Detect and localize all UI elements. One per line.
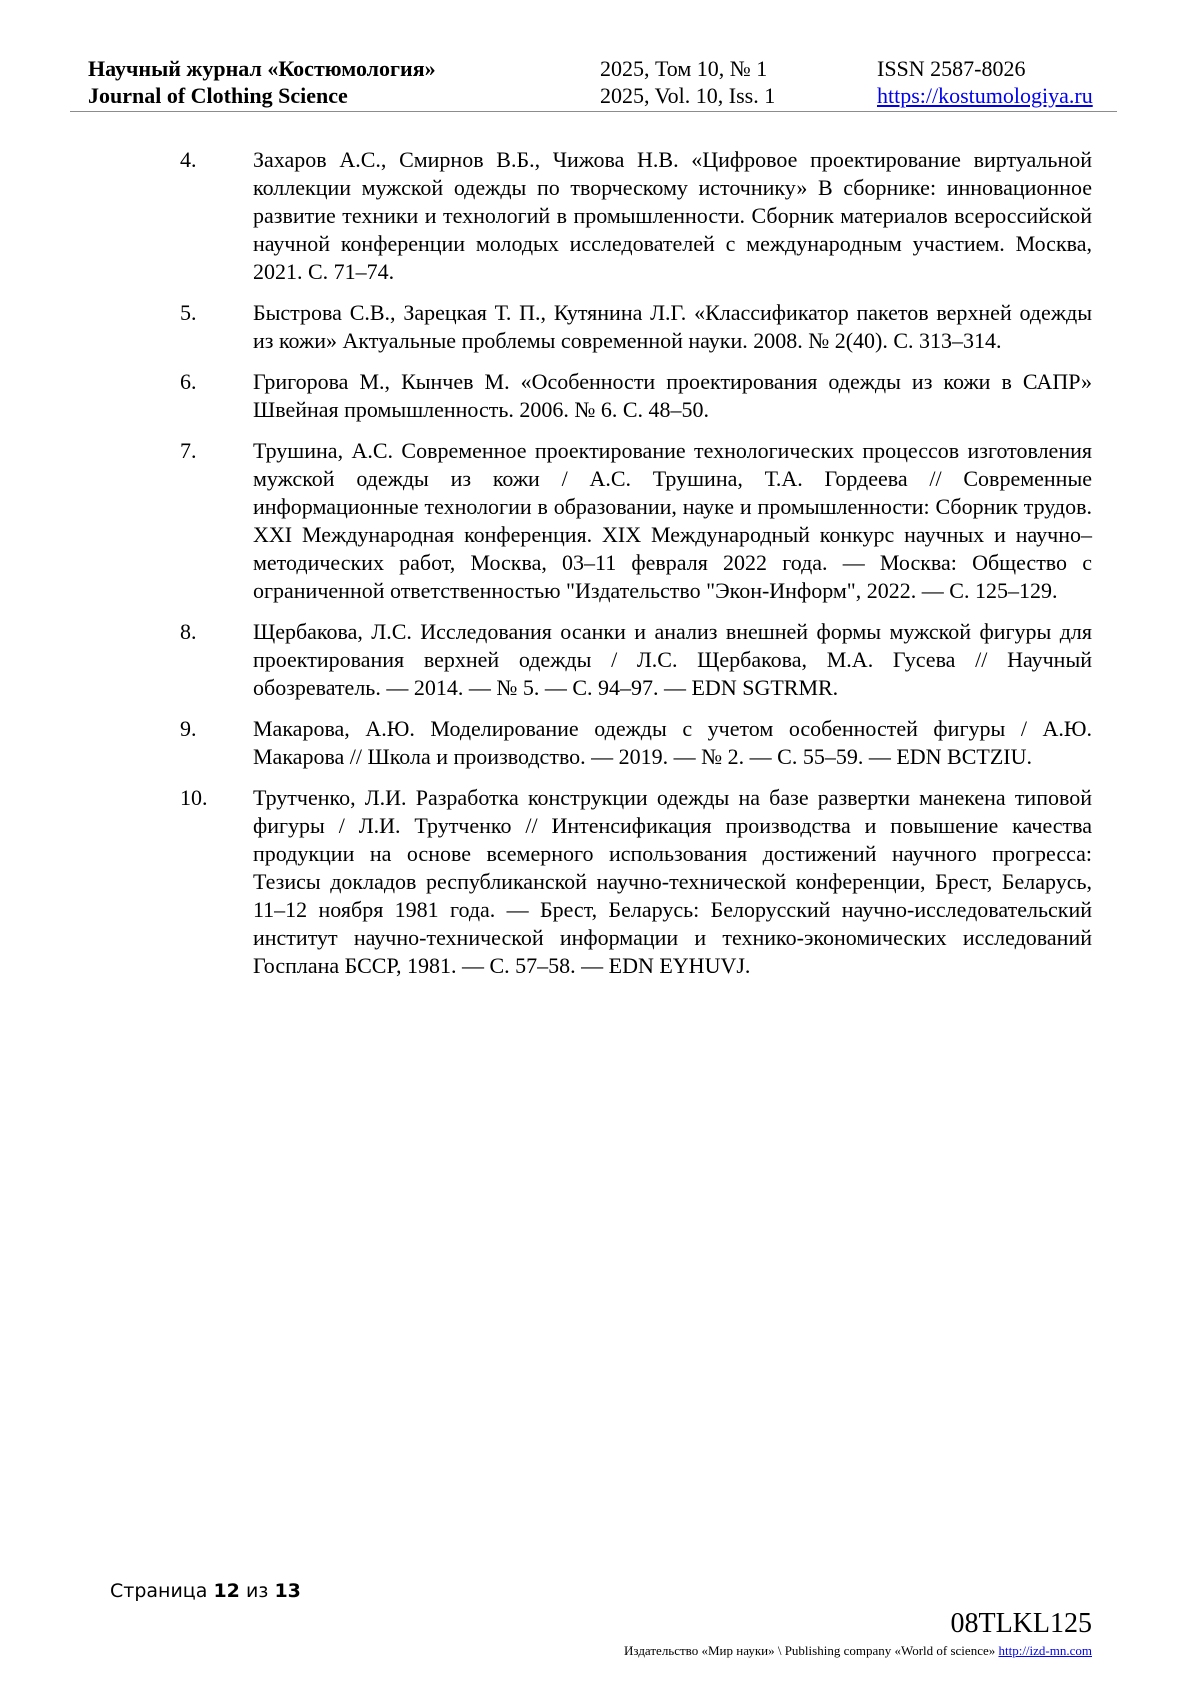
reference-number: 7. xyxy=(180,438,197,463)
reference-item xyxy=(180,368,1092,424)
header-divider xyxy=(70,111,1117,112)
reference-text: Трутченко, Л.И. Разработка конструкции одежды на базе развертки манекена типовой фигуры / Л.И. Трутченко // Интенсификация производства и повышение качества продукции на основе всемерного использования достижений научного прогресса: Тезисы докладов республиканской научно-технической конференции, Брест, Беларусь, 11–12 ноября 1981 года. — Брест, Беларусь: Белорусский научно-исследовательский институт научно-технической информации и технико-экономических исследований Госплана БССР, 1981. — С. 57–58. — EDN EYHUVJ. xyxy=(253,785,1092,978)
issn: ISSN 2587-8026 xyxy=(877,56,1026,81)
issue-info-block xyxy=(600,55,775,109)
reference-item xyxy=(180,146,1092,286)
issue-info-en: 2025, Vol. 10, Iss. 1 xyxy=(600,83,776,108)
reference-item xyxy=(180,618,1092,702)
page-label: Страница xyxy=(110,1580,208,1602)
page-total: 13 xyxy=(274,1580,301,1602)
reference-text: Быстрова С.В., Зарецкая Т. П., Кутянина Л.Г. «Классификатор пакетов верхней одежды из кожи» Актуальные проблемы современной науки. 2008. № 2(40). С. 313–314. xyxy=(253,300,1092,353)
reference-number: 8. xyxy=(180,619,197,644)
reference-number: 9. xyxy=(180,716,197,741)
journal-website-link[interactable]: https://kostumologiya.ru xyxy=(877,83,1093,108)
reference-item xyxy=(180,715,1092,771)
reference-number: 10. xyxy=(180,785,208,810)
reference-text: Щербакова, Л.С. Исследования осанки и анализ внешней формы мужской фигуры для проектирования верхней одежды / Л.С. Щербакова, М.А. Гусева // Научный обозреватель. — 2014. — № 5. — С. 94–97. — EDN SGTRMR. xyxy=(253,619,1092,700)
reference-item xyxy=(180,299,1092,355)
reference-item xyxy=(180,784,1092,980)
reference-item xyxy=(180,437,1092,605)
document-code: 08TLKL125 xyxy=(950,1608,1092,1639)
reference-list xyxy=(180,146,1092,993)
reference-number: 6. xyxy=(180,369,197,394)
page-counter xyxy=(110,1580,301,1602)
publisher-line xyxy=(624,1643,1092,1659)
page-of-label: из xyxy=(245,1580,269,1602)
reference-text: Григорова М., Кынчев М. «Особенности проектирования одежды из кожи в САПР» Швейная промышленность. 2006. № 6. С. 48–50. xyxy=(253,369,1092,422)
publisher-name: Издательство «Мир науки» \ Publishing company «World of science» xyxy=(624,1643,996,1658)
reference-text: Макарова, А.Ю. Моделирование одежды с учетом особенностей фигуры / А.Ю. Макарова // Школа и производство. — 2019. — № 2. — С. 55–59. — EDN BCTZIU. xyxy=(253,716,1092,769)
reference-number: 4. xyxy=(180,147,197,172)
journal-title-en: Journal of Clothing Science xyxy=(88,83,348,108)
page-current: 12 xyxy=(213,1580,240,1602)
publisher-link[interactable]: http://izd-mn.com xyxy=(998,1643,1092,1658)
reference-text: Захаров А.С., Смирнов В.Б., Чижова Н.В. «Цифровое проектирование виртуальной коллекции мужской одежды по творческому источнику» В сборнике: инновационное развитие техники и технологий в промышленности. Сборник материалов всероссийской научной конференции молодых исследователей с международным участием. Москва, 2021. С. 71–74. xyxy=(253,147,1092,284)
issn-block xyxy=(877,55,1093,109)
page-header xyxy=(0,0,1200,120)
journal-title-ru: Научный журнал «Костюмология» xyxy=(88,56,436,81)
issue-info-ru: 2025, Том 10, № 1 xyxy=(600,56,768,81)
journal-title-block xyxy=(88,55,436,109)
reference-number: 5. xyxy=(180,300,197,325)
reference-text: Трушина, А.С. Современное проектирование технологических процессов изготовления мужской одежды из кожи / А.С. Трушина, Т.А. Гордеева // Современные информационные технологии в образовании, науке и промышленности: Сборник трудов. XXI Международная конференция. XIX Международный конкурс научных и научно–методических работ, Москва, 03–11 февраля 2022 года. — Москва: Общество с ограниченной ответственностью "Издательство "Экон-Информ", 2022. — С. 125–129. xyxy=(253,438,1092,603)
